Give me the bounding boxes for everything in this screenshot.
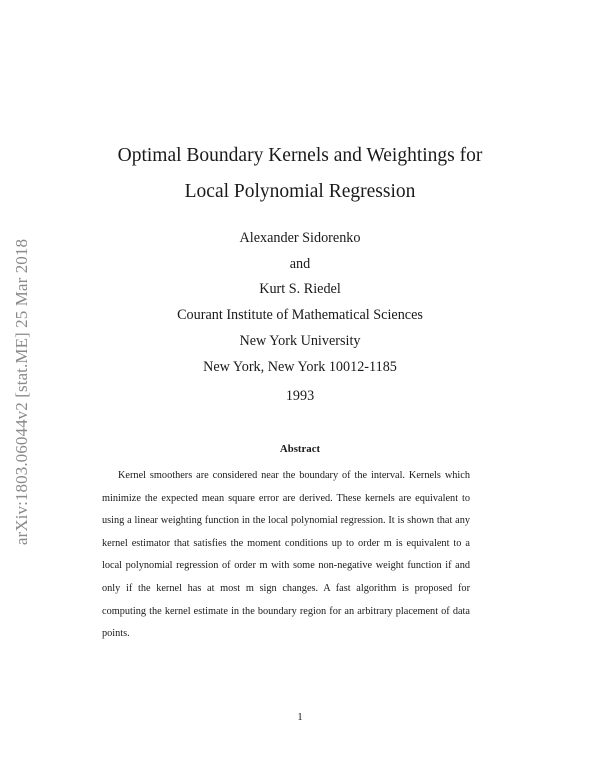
affiliation: Courant Institute of Mathematical Sciences xyxy=(177,307,423,323)
author-conjunction: and xyxy=(289,256,311,272)
abstract-body: Kernel smoothers are considered near the boundary of the interval. Kernels which minimize the expected mean square error are derived. These kernels are equivalent to using a linear weighting function in the local polynomial regression. It is shown that any kernel estimator that satisfies the moment conditions up to order m is equivalent to a local polynomial regression of order m with some non-negative weight function if and only if the kernel has at most m sign changes. A fast algorithm is proposed for computing the kernel estimate in the boundary region for an arbitrary placement of data points. xyxy=(102,470,470,640)
paper-title-line-2: Local Polynomial Regression xyxy=(184,181,416,202)
author-2: Kurt S. Riedel xyxy=(259,281,341,297)
university: New York University xyxy=(239,333,361,349)
abstract-heading: Abstract xyxy=(279,443,321,455)
paper-title-line-1: Optimal Boundary Kernels and Weightings for xyxy=(117,145,483,166)
author-1: Alexander Sidorenko xyxy=(239,230,361,246)
address: New York, New York 10012-1185 xyxy=(203,359,397,375)
arxiv-identifier-stamp: arXiv:1803.06044v2 [stat.ME] 25 Mar 2018 xyxy=(12,238,31,546)
publication-year: 1993 xyxy=(285,388,315,404)
page-number: 1 xyxy=(297,711,303,723)
